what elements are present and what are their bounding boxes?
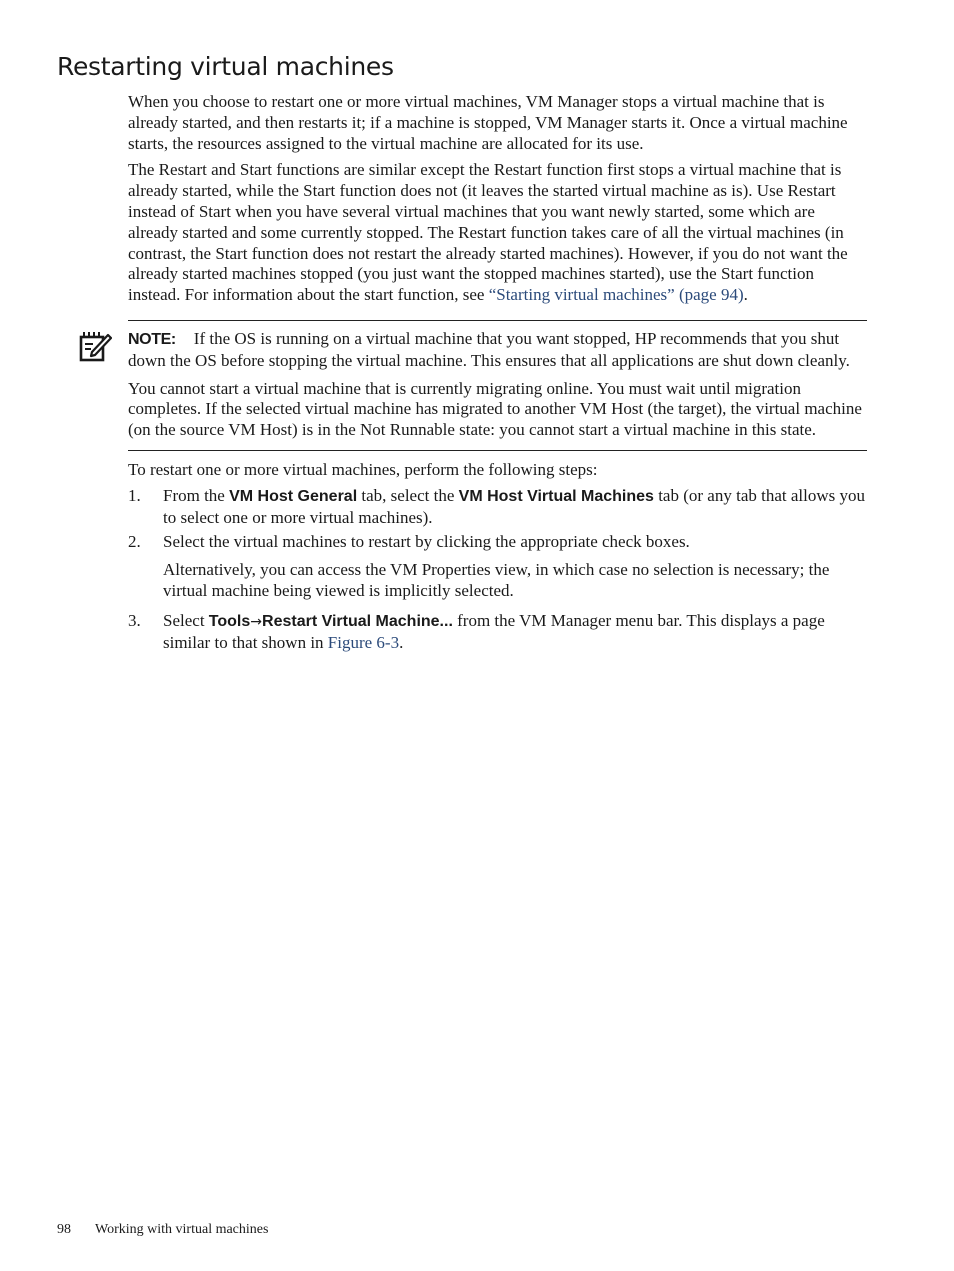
note-paragraph-1 bbox=[128, 329, 867, 372]
page-number: 98 bbox=[57, 1222, 71, 1237]
paragraph-restart-vs-start-text: The Restart and Start functions are similar except the Restart function first stops a virtual machine that is already started, while the Start function does not (it leaves the started virtual machine as is). Use Restart instead of Start when you have several virtual machines that you want newly started, some which are already started and some currently stopped. The Restart function takes care of all the virtual machines (in contrast, the Start function does not restart the already started machines). However, if you do not want the already started machines stopped (you just want the stopped machines started), use the Start function instead. For information about the start function, see bbox=[128, 160, 848, 305]
note-paragraph-2: You cannot start a virtual machine that is currently migrating online. You must wait until migration completes. If the selected virtual machine has migrated to another VM Host (the target), the virtual machine (on the source VM Host) is in the Not Runnable state: you cannot start a virtual machine in this state. bbox=[128, 378, 862, 440]
menu-arrow-icon: → bbox=[250, 613, 263, 630]
step-text: Select the virtual machines to restart by clicking the appropriate check boxes. bbox=[163, 532, 690, 552]
step-number: 1. bbox=[128, 485, 141, 505]
steps-intro: To restart one or more virtual machines, perform the following steps: bbox=[128, 459, 598, 479]
step-3 bbox=[128, 611, 867, 654]
page-footer bbox=[57, 1222, 268, 1238]
link-starting-virtual-machines[interactable]: “Starting virtual machines” (page 94) bbox=[488, 285, 744, 305]
step-text: Select bbox=[163, 610, 209, 630]
step-text: From the bbox=[163, 485, 230, 505]
note-box bbox=[128, 320, 867, 451]
note-pencil-icon bbox=[78, 329, 112, 363]
ui-label-vm-host-general: VM Host General bbox=[229, 487, 358, 505]
paragraph-restart-overview: When you choose to restart one or more virtual machines, VM Manager stops a virtual machine that is already started, and then restarts it; if a machine is stopped, VM Manager starts it. Once a virtual machine starts, the resources assigned to the virtual machine are allocated for its use. bbox=[128, 92, 848, 153]
footer-section-title: Working with virtual machines bbox=[95, 1222, 269, 1237]
step-text: from the VM Manager menu bar. This displays a page similar to that shown in bbox=[163, 610, 825, 652]
step-2 bbox=[128, 532, 867, 601]
ui-label-vm-host-virtual-machines: VM Host Virtual Machines bbox=[458, 487, 654, 505]
step-number: 2. bbox=[128, 532, 141, 552]
page-heading: Restarting virtual machines bbox=[57, 52, 394, 81]
step-text: tab (or any tab that allows you to select one or more virtual machines). bbox=[163, 485, 865, 527]
paragraph-restart-vs-start bbox=[128, 160, 867, 306]
ui-label-tools: Tools bbox=[208, 612, 251, 630]
step-number: 3. bbox=[128, 610, 141, 630]
paragraph-end-period: . bbox=[743, 285, 748, 305]
step-text: . bbox=[399, 632, 404, 652]
ui-label-restart-virtual-machine: Restart Virtual Machine... bbox=[262, 612, 453, 630]
step-text: tab, select the bbox=[357, 485, 459, 505]
step-2-alternative: Alternatively, you can access the VM Properties view, in which case no selection is necessary; the virtual machine being viewed is implicitly selected. bbox=[163, 560, 830, 600]
link-figure-6-3[interactable]: Figure 6-3 bbox=[327, 632, 400, 652]
steps-list bbox=[128, 486, 867, 654]
note-text-1: If the OS is running on a virtual machine that you want stopped, HP recommends that you shut down the OS before stopping the virtual machine. This ensures that all applications are shut down cleanly. bbox=[128, 328, 850, 370]
note-label: NOTE: bbox=[128, 330, 176, 348]
step-1 bbox=[128, 486, 867, 529]
main-content bbox=[128, 92, 867, 657]
